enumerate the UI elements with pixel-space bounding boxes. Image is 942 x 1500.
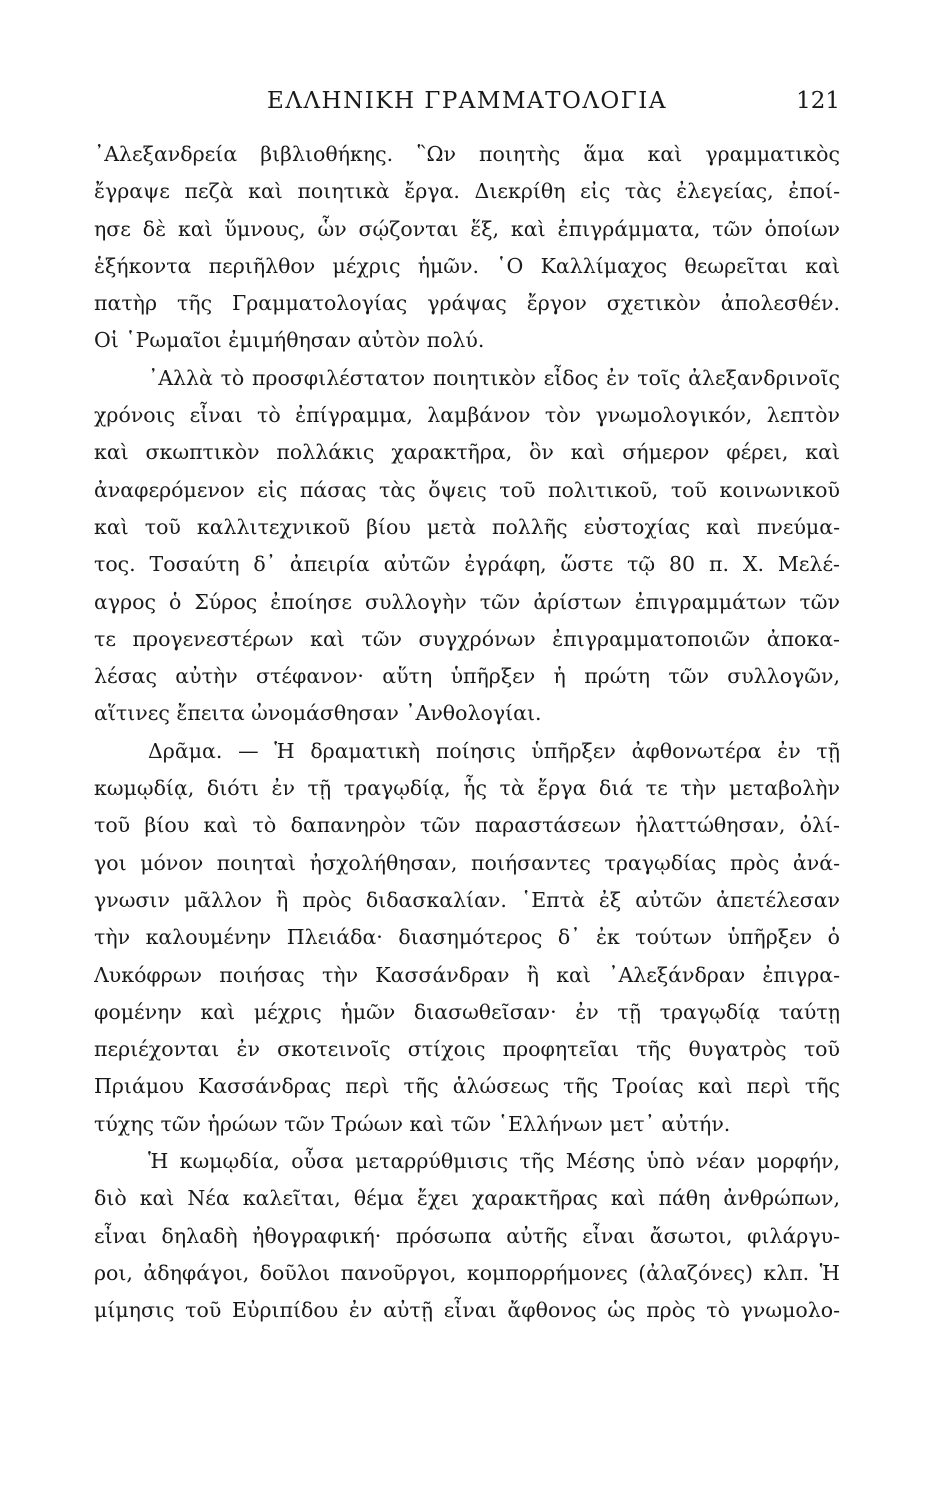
text-line: φομένην καὶ μέχρις ἡμῶν διασωθεῖσαν· ἐν τῇ τραγῳδίᾳ ταύτῃ bbox=[94, 999, 840, 1024]
text-line: Λυκόφρων ποιήσας τὴν Κασσάνδραν ἢ καὶ ᾿Αλεξάνδραν ἐπιγρα- bbox=[94, 962, 840, 987]
page-title: ΕΛΛΗΝΙΚΗ ΓΡΑΜΜΑΤΟΛΟΓΙΑ bbox=[267, 88, 667, 114]
text-line: τύχης τῶν ἡρώων τῶν Τρώων καὶ τῶν ῾Ελλήνων μετ᾿ αὐτήν. bbox=[94, 1111, 731, 1136]
text-line: τὴν καλουμένην Πλειάδα· διασημότερος δ᾿ ἐκ τούτων ὑπῆρξεν ὁ bbox=[94, 925, 840, 950]
text-line: γνωσιν μᾶλλον ἢ πρὸς διδασκαλίαν. ῾Επτὰ ἐξ αὐτῶν ἀπετέλεσαν bbox=[94, 887, 840, 912]
text-line: τοῦ βίου καὶ τὸ δαπανηρὸν τῶν παραστάσεων ἠλαττώθησαν, ὀλί- bbox=[94, 813, 840, 838]
text-line: πατὴρ τῆς Γραμματολογίας γράψας ἔργον σχετικὸν ἀπολεσθέν. bbox=[94, 291, 840, 316]
text-line: κωμῳδίᾳ, διότι ἐν τῇ τραγῳδίᾳ, ἧς τὰ ἔργα διά τε τὴν μεταβολὴν bbox=[94, 776, 840, 801]
text-line: ἔγραψε πεζὰ καὶ ποιητικὰ ἔργα. Διεκρίθη εἰς τὰς ἐλεγείας, ἐποί- bbox=[94, 179, 840, 204]
text-line: τος. Τοσαύτη δ᾿ ἀπειρία αὐτῶν ἐγράφη, ὥστε τῷ 80 π. Χ. Μελέ- bbox=[94, 552, 840, 577]
text-line: καὶ τοῦ καλλιτεχνικοῦ βίου μετὰ πολλῆς εὐστοχίας καὶ πνεύμα- bbox=[94, 514, 840, 539]
text-line: τε προγενεστέρων καὶ τῶν συγχρόνων ἐπιγραμματοποιῶν ἀποκα- bbox=[94, 626, 840, 651]
text-line: γοι μόνον ποιηταὶ ἠσχολήθησαν, ποιήσαντες τραγῳδίας πρὸς ἀνά- bbox=[94, 850, 840, 875]
text-line: Οἱ ῾Ρωμαῖοι ἐμιμήθησαν αὐτὸν πολύ. bbox=[94, 328, 485, 353]
text-line: ροι, ἀδηφάγοι, δοῦλοι πανοῦργοι, κομπορρήμονες (ἀλαζόνες) κλπ. Ἡ bbox=[94, 1260, 840, 1285]
running-head bbox=[94, 84, 840, 124]
text-line: Δρᾶμα. — Ἡ δραματικὴ ποίησις ὑπῆρξεν ἀφθονωτέρα ἐν τῇ bbox=[148, 738, 840, 763]
text-line: ᾿Αλεξανδρεία βιβλιοθήκης. ῝Ων ποιητὴς ἅμα καὶ γραμματικὸς bbox=[94, 142, 840, 166]
text-line: αἵτινες ἔπειτα ὠνομάσθησαν ᾿Ανθολογίαι. bbox=[94, 701, 542, 726]
text-line: ἀναφερόμενον εἰς πάσας τὰς ὄψεις τοῦ πολιτικοῦ, τοῦ κοινωνικοῦ bbox=[94, 477, 840, 502]
text-line: Πριάμου Κασσάνδρας περὶ τῆς ἁλώσεως τῆς Τροίας καὶ περὶ τῆς bbox=[94, 1074, 840, 1099]
body-text bbox=[94, 136, 840, 1330]
text-line: εἶναι δηλαδὴ ἠθογραφική· πρόσωπα αὐτῆς εἶναι ἄσωτοι, φιλάργυ- bbox=[94, 1223, 840, 1248]
text-line: Ἡ κωμῳδία, οὖσα μεταρρύθμισις τῆς Μέσης ὑπὸ νέαν μορφήν, bbox=[148, 1149, 840, 1174]
text-line: αγρος ὁ Σύρος ἐποίησε συλλογὴν τῶν ἀρίστων ἐπιγραμμάτων τῶν bbox=[94, 589, 840, 614]
text-line: περιέχονται ἐν σκοτεινοῖς στίχοις προφητεῖαι τῆς θυγατρὸς τοῦ bbox=[94, 1037, 840, 1062]
text-line: χρόνοις εἶναι τὸ ἐπίγραμμα, λαμβάνον τὸν γνωμολογικόν, λεπτὸν bbox=[94, 403, 840, 428]
text-line: ησε δὲ καὶ ὕμνους, ὧν σῴζονται ἕξ, καὶ ἐπιγράμματα, τῶν ὁποίων bbox=[94, 216, 840, 241]
text-line: μίμησις τοῦ Εὐριπίδου ἐν αὐτῇ εἶναι ἄφθονος ὡς πρὸς τὸ γνωμολο- bbox=[94, 1298, 840, 1323]
text-line: καὶ σκωπτικὸν πολλάκις χαρακτῆρα, ὃν καὶ σήμερον φέρει, καὶ bbox=[94, 440, 840, 465]
text-line: λέσας αὐτὴν στέφανον· αὕτη ὑπῆρξεν ἡ πρώτη τῶν συλλογῶν, bbox=[94, 664, 840, 689]
text-line: ᾿Αλλὰ τὸ προσφιλέστατον ποιητικὸν εἶδος ἐν τοῖς ἀλεξανδρινοῖς bbox=[148, 365, 840, 390]
page-number: 121 bbox=[796, 88, 840, 114]
text-line: ἑξήκοντα περιῆλθον μέχρις ἡμῶν. ῾Ο Καλλίμαχος θεωρεῖται καὶ bbox=[94, 253, 840, 278]
text-line: διὸ καὶ Νέα καλεῖται, θέμα ἔχει χαρακτῆρας καὶ πάθη ἀνθρώπων, bbox=[94, 1186, 840, 1211]
